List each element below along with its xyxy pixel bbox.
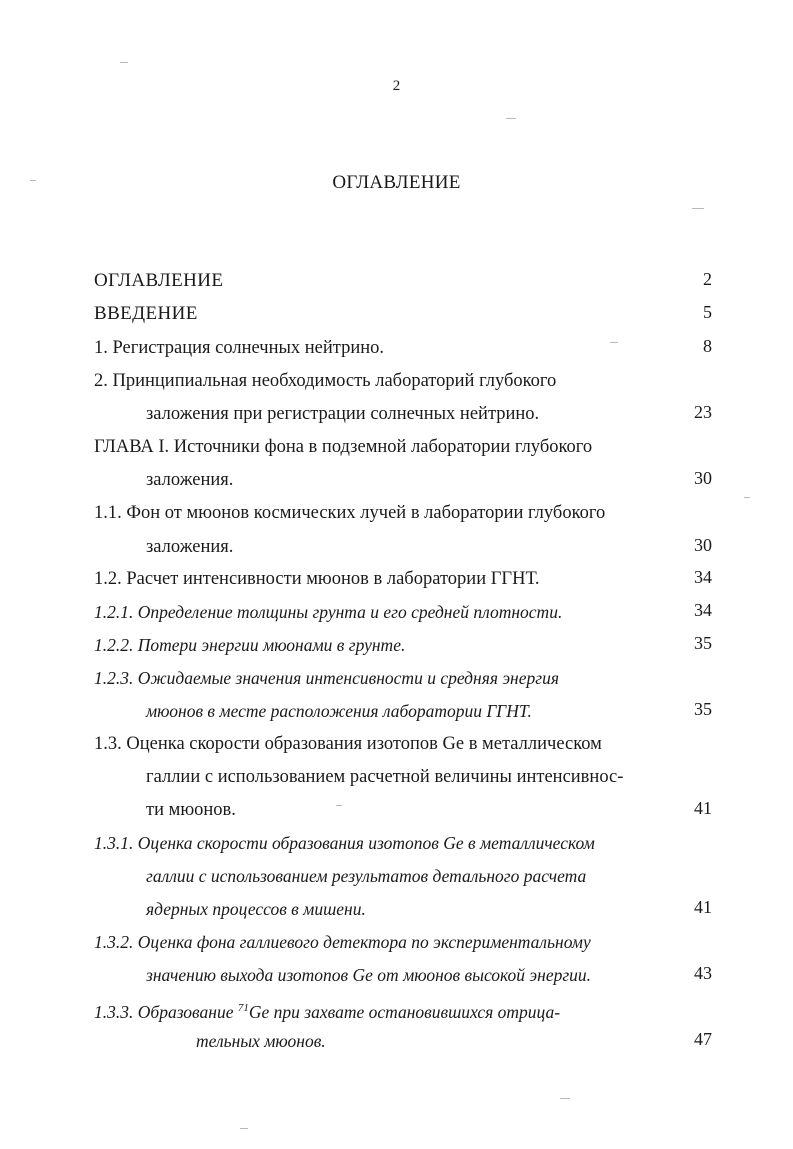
toc-entry-text-cont: галлии с использованием результатов детального расчета: [146, 866, 587, 886]
toc-entry-text: 1.3.1. Оценка скорости образования изотопов Ge в металлическом: [94, 833, 595, 853]
toc-entry-text-suffix: при захвате остановившихся отрица-: [273, 1001, 561, 1022]
toc-entry-text: ОГЛАВЛЕНИЕ: [94, 270, 224, 291]
isotope-symbol: Ge: [248, 1001, 270, 1022]
toc-entry-text-cont: тельных мюонов.: [196, 1031, 326, 1051]
toc-entry-page: 34: [694, 567, 712, 587]
toc-entry-page: 47: [694, 1029, 712, 1049]
toc-entry-text-prefix: 1.3.3. Образование: [94, 1001, 238, 1022]
toc-entry-page: 41: [694, 897, 712, 917]
toc-entry-page: 5: [703, 302, 712, 322]
toc-entry-text: 1.2.1. Определение толщины грунта и его средней плотности.: [94, 602, 563, 622]
toc-entry-page: 23: [694, 402, 712, 422]
page-number: 2: [392, 78, 401, 94]
toc-entry-text: ВВЕДЕНИЕ: [94, 303, 198, 324]
toc-entry-text: ГЛАВА I. Источники фона в подземной лаборатории глубокого: [94, 437, 593, 457]
toc-entry-text-cont: мюонов в месте расположения лаборатории ГГНТ.: [146, 701, 532, 721]
isotope-mass: 71: [237, 1002, 249, 1014]
toc-entry-text-cont: заложения при регистрации солнечных нейтрино.: [146, 404, 540, 424]
toc-entry-page: 35: [694, 699, 712, 719]
toc-entry-page: 41: [694, 798, 712, 818]
toc-entry-text-cont: галлии с использованием расчетной величины интенсивнос-: [146, 767, 624, 787]
toc-entry-text: 1. Регистрация солнечных нейтрино.: [94, 338, 385, 358]
toc-entry-text-cont: ядерных процессов в мишени.: [146, 899, 366, 919]
toc-entry-page: 30: [694, 468, 712, 488]
toc-entry-page: 2: [703, 269, 712, 289]
toc-entry-page: 34: [694, 600, 712, 620]
toc-entry-text: [94, 997, 560, 1023]
toc-entry-text: 1.2.3. Ожидаемые значения интенсивности и средняя энергия: [94, 668, 559, 688]
toc-entry-text: 1.3. Оценка скорости образования изотопов Ge в металлическом: [94, 734, 602, 754]
toc-entry-text-cont: заложения.: [146, 470, 234, 490]
toc-entry-text: 1.3.2. Оценка фона галлиевого детектора по экспериментальному: [94, 932, 591, 952]
toc-entry-text: 1.1. Фон от мюонов космических лучей в лаборатории глубокого: [94, 503, 606, 523]
toc-entry-page: 8: [703, 336, 712, 356]
toc-entry-text: 1.2.2. Потери энергии мюонами в грунте.: [94, 635, 406, 655]
toc-entry-text: 1.2. Расчет интенсивности мюонов в лаборатории ГГНТ.: [94, 569, 540, 589]
toc-entry-text-cont: значению выхода изотопов Ge от мюонов высокой энергии.: [146, 965, 592, 985]
toc-entry-page: 43: [694, 963, 712, 983]
toc-entry-text: 2. Принципиальная необходимость лабораторий глубокого: [94, 371, 557, 391]
toc-entry-page: 35: [694, 633, 712, 653]
toc-entry-text-cont: ти мюонов.: [146, 800, 236, 820]
toc-entry-page: 30: [694, 535, 712, 555]
toc-entry-text-cont: заложения.: [146, 537, 234, 557]
page-title: ОГЛАВЛЕНИЕ: [332, 172, 461, 193]
